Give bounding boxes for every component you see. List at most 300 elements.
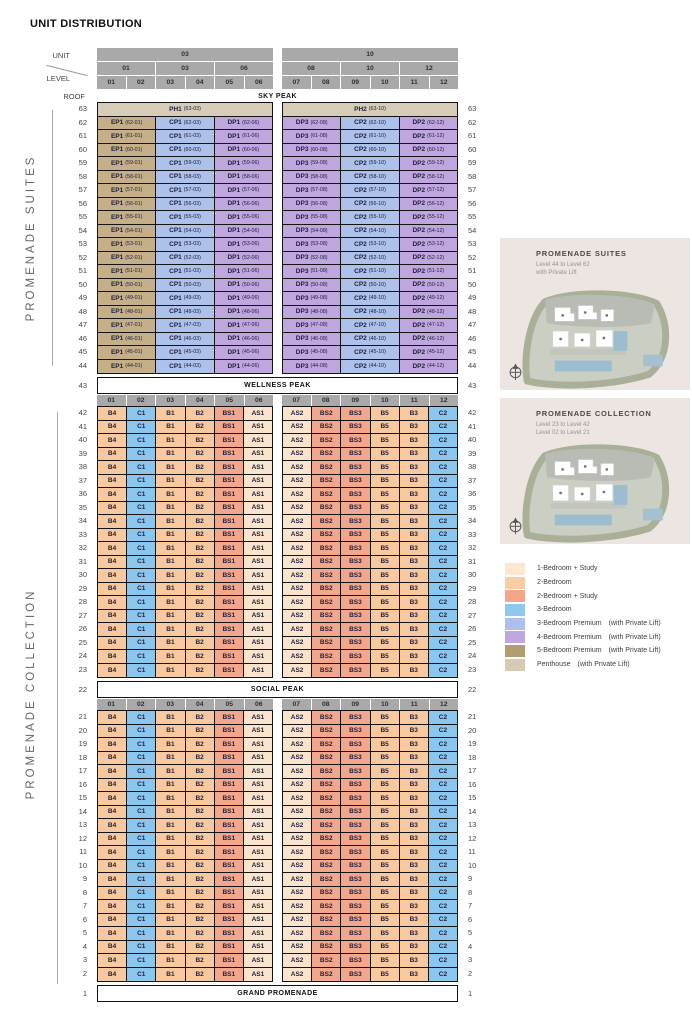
unit-code: B3 [409,666,418,674]
level-number: 32 [468,543,477,553]
unit-code: AS1 [251,808,265,816]
unit-code: B1 [166,943,175,951]
unit-code: DP2 [412,186,426,194]
level-number: 40 [468,435,477,445]
unit-code: DP2 [412,362,426,370]
unit-cell [400,319,457,332]
unit-code: AS2 [290,862,304,870]
unit-code: C1 [137,598,146,606]
legend-item [505,562,661,576]
unit-row [283,157,457,171]
unit-code: CP1 [169,308,182,316]
unit-number: (60-01) [125,146,143,153]
legend-label: Penthouse [537,661,571,669]
unit-cell [186,968,215,982]
unit-code: BS1 [222,943,236,951]
unit-code: DP2 [412,119,426,127]
unit-number: (53-03) [183,241,201,248]
unit-number: (57-01) [125,187,143,194]
unit-code: BS3 [349,666,362,674]
unit-code: B2 [195,504,204,512]
unit-cell [312,833,341,846]
unit-code: B3 [409,450,418,458]
unit-code: CP2 [354,119,367,127]
unit-code: BS2 [319,436,333,444]
unit-code: BS3 [349,754,362,762]
unit-cell [186,434,215,447]
unit-code: B1 [166,423,175,431]
unit-number: (61-01) [125,133,143,140]
unit-row [98,542,272,556]
unit-cell [312,806,341,819]
unit-row [98,873,272,887]
unit-cell [156,610,185,623]
unit-code: B3 [409,943,418,951]
unit-row [283,211,457,225]
unit-number: (61-10) [368,133,386,140]
unit-code: C1 [137,821,146,829]
unit-number: (44-10) [368,363,386,370]
unit-code: AS1 [251,848,265,856]
unit-number: (47-12) [427,322,445,329]
unit-cell [341,860,370,873]
unit-code: BS1 [222,794,236,802]
unit-row [283,927,457,941]
unit-code: CP1 [169,159,182,167]
unit-code: C2 [438,612,448,620]
unit-cell [186,448,215,461]
unit-code: C2 [438,531,448,539]
unit-code: B3 [409,585,418,593]
unit-row [283,556,457,570]
unit-cell [215,779,244,792]
unit-row [283,448,457,462]
unit-cell [400,448,429,461]
unit-cell [244,421,272,434]
unit-cell [156,900,185,913]
unit-code: BS3 [349,889,362,897]
unit-cell [186,556,215,569]
unit-cell [156,954,185,967]
unit-cell [341,623,370,636]
unit-code: CP1 [169,281,182,289]
unit-code: C2 [438,821,448,829]
promenade-collection-lower-section [60,710,490,982]
unit-code: C2 [438,450,448,458]
unit-code: B5 [380,875,389,883]
unit-code: B3 [409,875,418,883]
level-number: 35 [78,502,87,512]
column-header-cell: 07 [282,699,311,710]
unit-cell [156,569,185,582]
unit-code: AS1 [251,956,265,964]
unit-row [98,765,272,779]
unit-cell [244,637,272,650]
unit-cell [186,738,215,751]
column-header-cell: 10 [371,76,400,89]
unit-code: B2 [195,531,204,539]
unit-row [98,738,272,752]
unit-code: BS3 [349,463,362,471]
grand-promenade-row [60,985,490,1002]
level-number: 36 [78,489,87,499]
unit-code: BS3 [349,875,362,883]
unit-code: B2 [195,463,204,471]
unit-number: (44-06) [242,363,260,370]
unit-code: B2 [195,889,204,897]
unit-cell [283,738,312,751]
unit-code: BS3 [349,956,362,964]
unit-cell [283,421,312,434]
unit-cell [341,569,370,582]
unit-code: EP1 [110,294,124,302]
unit-cell [156,184,214,197]
unit-cell [98,765,127,778]
unit-code: BS1 [222,558,236,566]
unit-row [283,623,457,637]
unit-row [283,488,457,502]
unit-code: B4 [107,754,117,762]
unit-cell [283,448,312,461]
unit-code: BS1 [222,409,236,417]
unit-code: B3 [409,808,418,816]
map-title: PROMENADE COLLECTION [536,409,652,418]
unit-cell [283,927,312,940]
unit-code: B4 [107,463,117,471]
unit-code: AS1 [251,767,265,775]
unit-cell [215,421,244,434]
unit-code: B1 [166,625,175,633]
unit-code: B1 [166,727,175,735]
unit-cell [283,806,312,819]
suites-bracket-line [52,110,53,366]
unit-code: BS2 [319,571,333,579]
unit-cell [98,103,272,116]
level-number: 54 [78,225,87,235]
unit-code: B2 [195,835,204,843]
level-number: 63 [78,104,87,114]
unit-cell [215,610,244,623]
unit-number: (46-03) [183,335,201,342]
unit-cell [98,752,127,765]
collection-bracket-line [57,412,58,984]
unit-code: B1 [166,862,175,870]
unit-cell [429,954,457,967]
column-header-cell: 03 [156,395,185,406]
unit-code: BS1 [222,544,236,552]
unit-cell [371,954,400,967]
unit-cell [244,833,272,846]
unit-cell [400,238,457,251]
unit-row [98,596,272,610]
level-number: 7 [468,901,473,911]
column-header-cell: 01 [97,699,126,710]
unit-row [283,833,457,847]
unit-code: AS1 [251,409,265,417]
unit-number: (59-10) [368,160,386,167]
level-number: 38 [78,462,87,472]
unit-number: (61-03) [183,133,201,140]
unit-code: B1 [166,970,175,978]
level-number: 37 [468,475,477,485]
unit-code: B2 [195,598,204,606]
unit-cell [244,900,272,913]
unit-number: (52-12) [427,254,445,261]
level-number: 55 [468,212,477,222]
unit-code: BS2 [319,713,333,721]
column-header-cell: 08 [312,395,341,406]
unit-number: (62-10) [368,119,386,126]
unit-code: C2 [438,598,448,606]
unit-cell [400,292,457,305]
unit-code: B3 [409,477,418,485]
unit-cell [312,650,341,663]
unit-cell [127,711,156,724]
unit-cell [127,529,156,542]
level-number: 17 [468,766,477,776]
unit-code: B1 [166,794,175,802]
legend-item [505,603,661,617]
unit-cell [341,846,370,859]
unit-code: C1 [137,463,146,471]
unit-code: BS3 [349,612,362,620]
unit-code: B2 [195,970,204,978]
unit-cell [429,765,457,778]
column-header-cell: 10 [341,62,399,75]
level-number: 34 [468,516,477,526]
level-number: 25 [468,637,477,647]
level-number: 31 [468,556,477,566]
unit-cell [312,779,341,792]
unit-row [98,927,272,941]
unit-number: (56-03) [183,200,201,207]
unit-cell [98,542,127,555]
unit-cell [283,502,312,515]
unit-code: DP3 [295,146,309,154]
unit-cell [215,502,244,515]
level-number: 19 [78,739,87,749]
unit-cell [127,954,156,967]
unit-code: B3 [409,544,418,552]
unit-cell [400,556,429,569]
unit-code: B1 [166,821,175,829]
level-number: 33 [468,529,477,539]
level-number: 53 [78,239,87,249]
unit-code: EP1 [110,321,124,329]
level-number: 8 [468,887,473,897]
unit-code: B2 [195,625,204,633]
unit-cell [215,792,244,805]
unit-cell [312,752,341,765]
level-number: 4 [468,941,473,951]
unit-cell [98,265,156,278]
unit-cell [127,914,156,927]
unit-cell [371,650,400,663]
spacer [465,62,487,75]
level-number: 50 [78,279,87,289]
unit-cell [127,792,156,805]
unit-cell [98,488,127,501]
unit-row [98,211,272,225]
unit-row [283,306,457,320]
unit-code: C2 [438,781,448,789]
unit-row [283,319,457,333]
unit-code: B5 [380,423,389,431]
unit-cell [215,319,272,332]
unit-cell [156,779,185,792]
unit-cell [244,765,272,778]
unit-cell [215,252,272,265]
unit-cell [127,650,156,663]
legend-item [505,576,661,590]
unit-cell [98,502,127,515]
unit-row [283,434,457,448]
unit-code: B2 [195,558,204,566]
unit-row [283,637,457,651]
unit-code: DP3 [295,294,309,302]
unit-cell [215,968,244,982]
unit-code: B1 [166,652,175,660]
unit-cell [244,596,272,609]
unit-cell [400,752,429,765]
unit-cell [215,279,272,292]
unit-cell [127,941,156,954]
unit-code: DP3 [295,281,309,289]
stack-header-block-left [97,48,273,61]
unit-cell [283,887,312,900]
unit-cell [98,887,127,900]
unit-cell [371,529,400,542]
level-number: 2 [82,968,87,978]
unit-row [283,650,457,664]
unit-cell [127,448,156,461]
column-header-cell: 11 [400,76,429,89]
unit-cell [215,833,244,846]
unit-code: BS3 [349,835,362,843]
unit-code: B2 [195,666,204,674]
legend-swatch [505,590,525,602]
unit-code: AS1 [251,423,265,431]
unit-cell [156,157,214,170]
column-header-cell: 03 [156,699,185,710]
level-number: 27 [78,610,87,620]
unit-code: DP2 [412,348,426,356]
unit-cell [429,502,457,515]
unit-code: C1 [137,639,146,647]
unit-code: AS2 [290,794,304,802]
unit-cell [429,900,457,913]
unit-number: (63-10) [368,106,386,113]
unit-code: B3 [409,436,418,444]
unit-code: CP2 [354,173,367,181]
unit-code: AS2 [290,808,304,816]
unit-cell [400,488,429,501]
unit-code: B1 [166,409,175,417]
unit-number: (51-01) [125,268,143,275]
unit-code: B2 [195,639,204,647]
spacer [60,699,90,710]
level-number: 42 [78,408,87,418]
unit-cell [215,265,272,278]
level-number: 2 [468,968,473,978]
unit-code: AS1 [251,639,265,647]
unit-code: EP1 [110,254,124,262]
unit-code: AS2 [290,970,304,978]
unit-cell [98,333,156,346]
column-header-block-left [97,699,273,710]
unit-code: B4 [107,571,117,579]
unit-code: B5 [380,612,389,620]
unit-cell [400,610,429,623]
unit-cell [98,184,156,197]
unit-cell [186,502,215,515]
unit-row [283,968,457,982]
unit-code: B1 [166,929,175,937]
unit-cell [244,583,272,596]
unit-cell [98,407,127,420]
unit-cell [127,873,156,886]
unit-code: BS3 [349,767,362,775]
unit-code: B2 [195,848,204,856]
unit-cell [400,650,429,663]
unit-cell [186,833,215,846]
unit-cell [371,569,400,582]
level-number: 63 [468,104,477,114]
unit-cell [341,792,370,805]
unit-cell [429,806,457,819]
unit-cell [156,819,185,832]
unit-code: B4 [107,781,117,789]
unit-cell [283,846,312,859]
unit-cell [127,475,156,488]
unit-cell [371,752,400,765]
level-number: 36 [468,489,477,499]
unit-code: B3 [409,767,418,775]
unit-code: B5 [380,490,389,498]
unit-code: CP2 [354,321,367,329]
sky-peak-label: SKY PEAK [258,92,297,100]
unit-code: CP2 [354,227,367,235]
unit-code: DP2 [412,227,426,235]
side-label-promenade-suites: PROMENADE SUITES [25,154,37,322]
column-header-cell: 09 [341,699,370,710]
unit-cell [341,333,399,346]
unit-cell [127,664,156,678]
unit-code: CP1 [169,267,182,275]
unit-cell [400,914,429,927]
unit-code: AS2 [290,625,304,633]
unit-row [98,515,272,529]
compass-icon [510,518,521,534]
unit-cell [127,610,156,623]
unit-code: C2 [438,544,448,552]
unit-code: B2 [195,517,204,525]
unit-code: C2 [438,875,448,883]
unit-code: B1 [166,463,175,471]
unit-code: B5 [380,598,389,606]
unit-code: B1 [166,531,175,539]
unit-code: C2 [438,490,448,498]
unit-code: B3 [409,652,418,660]
unit-cell [283,117,341,130]
unit-code: DP1 [227,200,241,208]
unit-cell [400,502,429,515]
unit-row [98,900,272,914]
level-number: 16 [78,779,87,789]
unit-code: B3 [409,625,418,633]
unit-code: B3 [409,639,418,647]
unit-number: (58-06) [242,173,260,180]
